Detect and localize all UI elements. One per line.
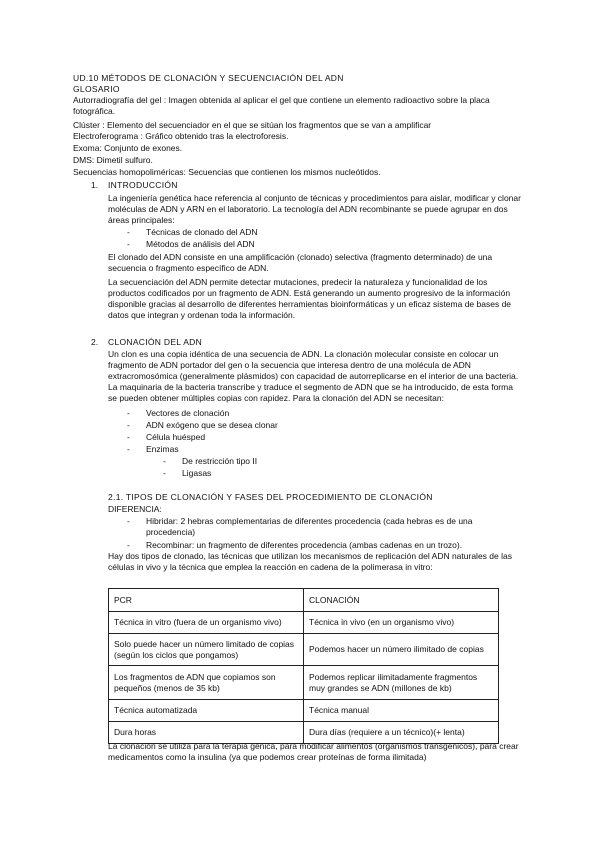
table-cell: Dura días (requiere a un técnico)(+ lenta) <box>304 722 499 744</box>
section1-heading: INTRODUCCIÓN <box>108 180 178 190</box>
table-cell: Técnica in vivo (en un organismo vivo) <box>304 612 499 634</box>
section2-subitem-2: Ligasas <box>182 468 212 478</box>
section1-number: 1. <box>91 180 99 190</box>
table-cell: Técnica automatizada <box>109 700 304 722</box>
bullet-marker: - <box>127 408 130 418</box>
bullet-marker: - <box>127 540 130 550</box>
section21-diferencia: DIFERENCIA: <box>108 504 162 514</box>
section21-hibridar: Hibridar: 2 hebras complementarias de diferentes procedencia (cada hebras es de una procedencia) <box>146 516 473 537</box>
table-row <box>109 666 499 700</box>
glossary-homopolimericas: Secuencias homopoliméricas: Secuencias que contienen los mismos nucleótidos. <box>73 167 381 177</box>
section2-subitem-1: De restricción tipo II <box>182 456 258 466</box>
glossary-heading: GLOSARIO <box>73 84 120 94</box>
table-cell: Podemos replicar ilimitadamente fragmentos muy grandes se ADN (millones de kb) <box>304 666 499 700</box>
bullet-marker: - <box>127 516 130 526</box>
section21-heading: 2.1. TIPOS DE CLONACIÓN Y FASES DEL PROCEDIMIENTO DE CLONACIÓN <box>108 492 433 502</box>
bullet-marker: - <box>163 468 166 478</box>
bullet-marker: - <box>127 227 130 237</box>
table-cell: Los fragmentos de ADN que copiamos son pequeños (menos de 35 kb) <box>109 666 304 700</box>
table-header-row <box>109 589 499 612</box>
table-header-pcr: PCR <box>109 589 304 612</box>
glossary-autoradiografia: Autorradiografía del gel : Imagen obtenida al aplicar el gel que contiene un elemento radioactivo sobre la placa fotográfica. <box>73 95 490 116</box>
table-header-clonacion: CLONACIÓN <box>304 589 499 612</box>
document-title: UD.10 MÉTODOS DE CLONACIÓN Y SECUENCIACIÓN DEL ADN <box>73 73 344 83</box>
bullet-marker: - <box>163 456 166 466</box>
table-row <box>109 612 499 634</box>
table-cell: Técnica in vitro (fuera de un organismo vivo) <box>109 612 304 634</box>
section1-item-2: Métodos de análisis del ADN <box>146 239 255 249</box>
bullet-marker: - <box>127 444 130 454</box>
section1-para1: La ingeniería genética hace referencia al conjunto de técnicas y procedimientos para aislar, modificar y clonar moléculas de ADN y ARN en el laboratorio. La tecnología del ADN recombinante se puede agrupar en dos áreas principales: <box>108 193 521 225</box>
section1-item-1: Técnicas de clonado del ADN <box>146 227 258 237</box>
glossary-cluster: Clúster : Elemento del secuenciador en el que se sitúan los fragmentos que se van a amplificar <box>73 120 432 130</box>
table-cell: Dura horas <box>109 722 304 744</box>
table-cell: Podemos hacer un número ilimitado de copias <box>304 634 499 666</box>
section2-item-3: Célula huésped <box>146 432 206 442</box>
section21-recombinar: Recombinar: un fragmento de diferentes procedencia (ambas cadenas en un trozo). <box>146 540 463 550</box>
glossary-dms: DMS: Dimetil sulfuro. <box>73 155 153 165</box>
bullet-marker: - <box>127 420 130 430</box>
section2-item-4: Enzimas <box>146 444 179 454</box>
section1-para2: El clonado del ADN consiste en una amplificación (clonado) selectiva (fragmento determinado) de una secuencia o fragmento específico de ADN. <box>108 252 493 273</box>
table-row <box>109 634 499 666</box>
section2-para1: Un clon es una copia idéntica de una secuencia de ADN. La clonación molecular consiste en colocar un fragmento de ADN portador del gen o la secuencia que interesa dentro de una molécula de ADN extracromosómica (generalmente plásmidos) con capacidad de autorreplicarse en el interior de una bacteria. La maquinaria de la bacteria transcribe y traduce el segmento de ADN que se ha introducido, de esta forma se pueden obtener múltiples copias con rapidez. Para la clonación del ADN se necesitan: <box>108 349 519 403</box>
section2-item-2: ADN exógeno que se desea clonar <box>146 420 278 430</box>
bullet-marker: - <box>127 239 130 249</box>
table-row <box>109 700 499 722</box>
section2-heading: CLONACIÓN DEL ADN <box>108 337 203 347</box>
table-cell: Técnica manual <box>304 700 499 722</box>
section2-item-1: Vectores de clonación <box>146 408 230 418</box>
closing-paragraph: La clonación se utiliza para la terapia génica, para modificar alimentos (organismos transgénicos), para crear medicamentos como la insulina (ya que podemos crear proteínas de forma ilimitada) <box>108 741 519 762</box>
section21-para: Hay dos tipos de clonado, las técnicas que utilizan los mecanismos de replicación del ADN naturales de las células in vivo y la técnica que emplea la reacción en cadena de la polimerasa in vitro: <box>108 551 512 572</box>
bullet-marker: - <box>127 432 130 442</box>
section1-para3: La secuenciación del ADN permite detectar mutaciones, predecir la naturaleza y funcionalidad de los productos codificados por un fragmento de ADN. Está generando un aumento progresivo de la información disponible gracias al desarrollo de diferentes herramientas bioinformáticas y un eficaz sistema de bases de datos que integran y ordenan toda la información. <box>108 277 512 320</box>
glossary-electroferograma: Electroferograma : Gráfico obtenido tras la electroforesis. <box>73 131 289 141</box>
section2-number: 2. <box>91 337 99 347</box>
comparison-table <box>108 588 499 744</box>
table-cell: Solo puede hacer un número limitado de copias (según los ciclos que pongamos) <box>109 634 304 666</box>
glossary-exoma: Exoma: Conjunto de exones. <box>73 143 183 153</box>
